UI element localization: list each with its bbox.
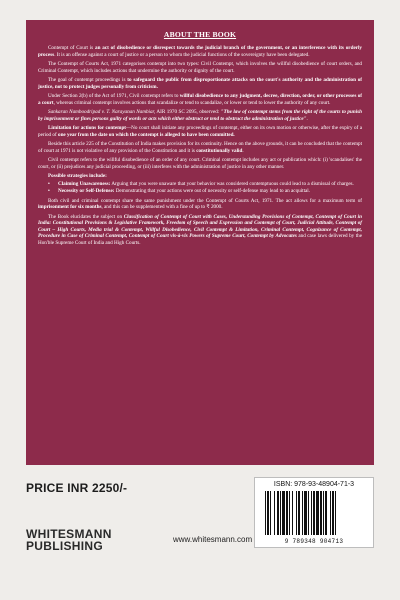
isbn-label: ISBN: 978-93-48904-71-3 (273, 481, 355, 488)
barcode-icon (263, 491, 367, 535)
paragraph-book-subjects: The Book elucidates the subject on Classification of Contempt of Court with Cases, Understanding Provisions of Contempt, Contempt of Court in India: Constitutional Provisions & Legislative Framework, Freedom of Speech and Expression and Contempt of Court, Judicial Attitude, Contempt of Court – High Courts, Media trial & Contempt, Willful Disobedience, Civil Contempt & Limitation, Criminal Contempt, Cognizance of Contempt, Procedure in Case of Criminal Contempt, Contempt of Court vis-à-vis Powers of Supreme Court, Contempt by Advocates and case laws delivered by the Hon'ble Supreme Court of India and High Courts. (38, 213, 362, 246)
publisher-logo (26, 528, 112, 553)
bullet-icon: • (48, 188, 50, 194)
publisher-subname: PUBLISHING (26, 539, 104, 553)
paragraph-section-2b: Under Section 2(b) of the Act of 1971, Civil contempt refers to willful disobedience to any judgment, decree, direction, order, or other processes of a court, whereas criminal contempt involves actions that scandalize or tend to scandalize, or lower or tend to lower the authority of any court. (38, 93, 362, 106)
paragraph-article-225: Beside this article 225 of the Constitution of India makes provision for its continuity. Hence on the above grounds, it can be concluded that the contempt of court at 1971 is not violative of any provision of the Constitution and it is constitutionally valid. (38, 141, 362, 154)
strategies-list (38, 181, 362, 195)
paragraph-definition: Contempt of Court is an act of disobedience or disrespect towards the judicial branch of the government, or an interference with its orderly process. It is an offense against a court of justice or a person to whom the judicial functions of the sovereignty have been delegated. (38, 45, 362, 58)
paragraph-case-citation: Sankaran Namboodripad v. T. Narayanan Nambiar, AIR 1970 SC 2095, observed: "The law of contempt stems from the right of the courts to punish by imprisonment or fines persons guilty of words or acts which either obstruct or tend to obstruct the administration of justice". (38, 109, 362, 122)
strategies-heading: Possible strategies include: (48, 173, 107, 179)
publisher-name: WHITESMANN (26, 527, 112, 541)
paragraph-punishment: Both civil and criminal contempt share the same punishment under the Contempt of Courts Act, 1971. The act allows for a maximum term of imprisonment for six months, and this can be supplemented with a fine of up to ₹ 2000. (38, 197, 362, 210)
about-the-book-panel (26, 20, 374, 465)
barcode-digits: 9 789348 904713 (284, 538, 344, 545)
paragraph-act-categories: The Contempt of Courts Act, 1971 categorises contempt into two types: Civil Contempt, which involves the willful disobedience of court orders, and Criminal Contempt, which includes actions that undermine the authority or dignity of the court. (38, 61, 362, 74)
paragraph-civil-criminal: Civil contempt refers to the willful disobedience of an order of any court. Criminal contempt includes any act or publication which: (i) 'scandalises' the court, or (ii) prejudices any judicial proceeding, or (iii) interferes with the administration of justice in any other manner. (38, 157, 362, 170)
bullet-icon: • (48, 180, 50, 187)
paragraph-limitation: Limitation for actions for contempt—No court shall initiate any proceedings of contempt, either on its own motion or otherwise, after the expiry of a period of one year from the date on which the contempt is alleged to have been committed. (38, 125, 362, 138)
strategy-item: • Necessity or Self-Defense: Demonstrating that your actions were out of necessity or self-defense may lead to an acquittal. (48, 188, 311, 194)
panel-title: ABOUT THE BOOK (163, 30, 237, 39)
paragraph-goal: The goal of contempt proceedings is to safeguard the public from disproportionate attacks on the court's authority and the administration of justice, not to protect judges personally from criticism. (38, 77, 362, 90)
publisher-website: www.whitesmann.com (173, 535, 253, 544)
barcode-box (254, 477, 374, 548)
price-label: PRICE INR 2250/- (26, 481, 128, 495)
strategy-item: • Claiming Unawareness: Arguing that you were unaware that your behavior was considered contemptuous could lead to a dismissal of charges. (48, 180, 354, 187)
